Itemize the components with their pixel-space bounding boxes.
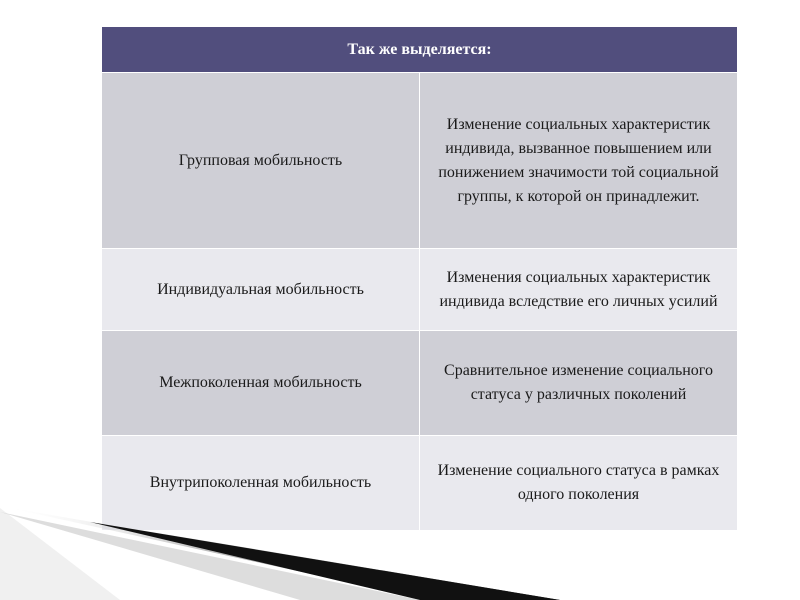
table-header-row: [102, 27, 738, 73]
table-row: [102, 249, 738, 331]
definition-cell: Изменение социальных характеристик индивида, вызванное повышением или понижением значимости той социальной группы, к которой он принадлежит.: [420, 73, 738, 249]
mobility-table: [101, 26, 738, 531]
term-cell: Групповая мобильность: [102, 73, 420, 249]
table-row: [102, 436, 738, 531]
decoration-stripe-core: [90, 522, 560, 600]
term-cell: Индивидуальная мобильность: [102, 249, 420, 331]
definition-cell: Изменения социальных характеристик индивида вследствие его личных усилий: [420, 249, 738, 331]
table-row: [102, 331, 738, 436]
table-header: Так же выделяется:: [102, 27, 738, 73]
term-cell: Межпоколенная мобильность: [102, 331, 420, 436]
definition-cell: Изменение социального статуса в рамках одного поколения: [420, 436, 738, 531]
definition-cell: Сравнительное изменение социального статуса у различных поколений: [420, 331, 738, 436]
term-cell: Внутрипоколенная мобильность: [102, 436, 420, 531]
table-row: [102, 73, 738, 249]
